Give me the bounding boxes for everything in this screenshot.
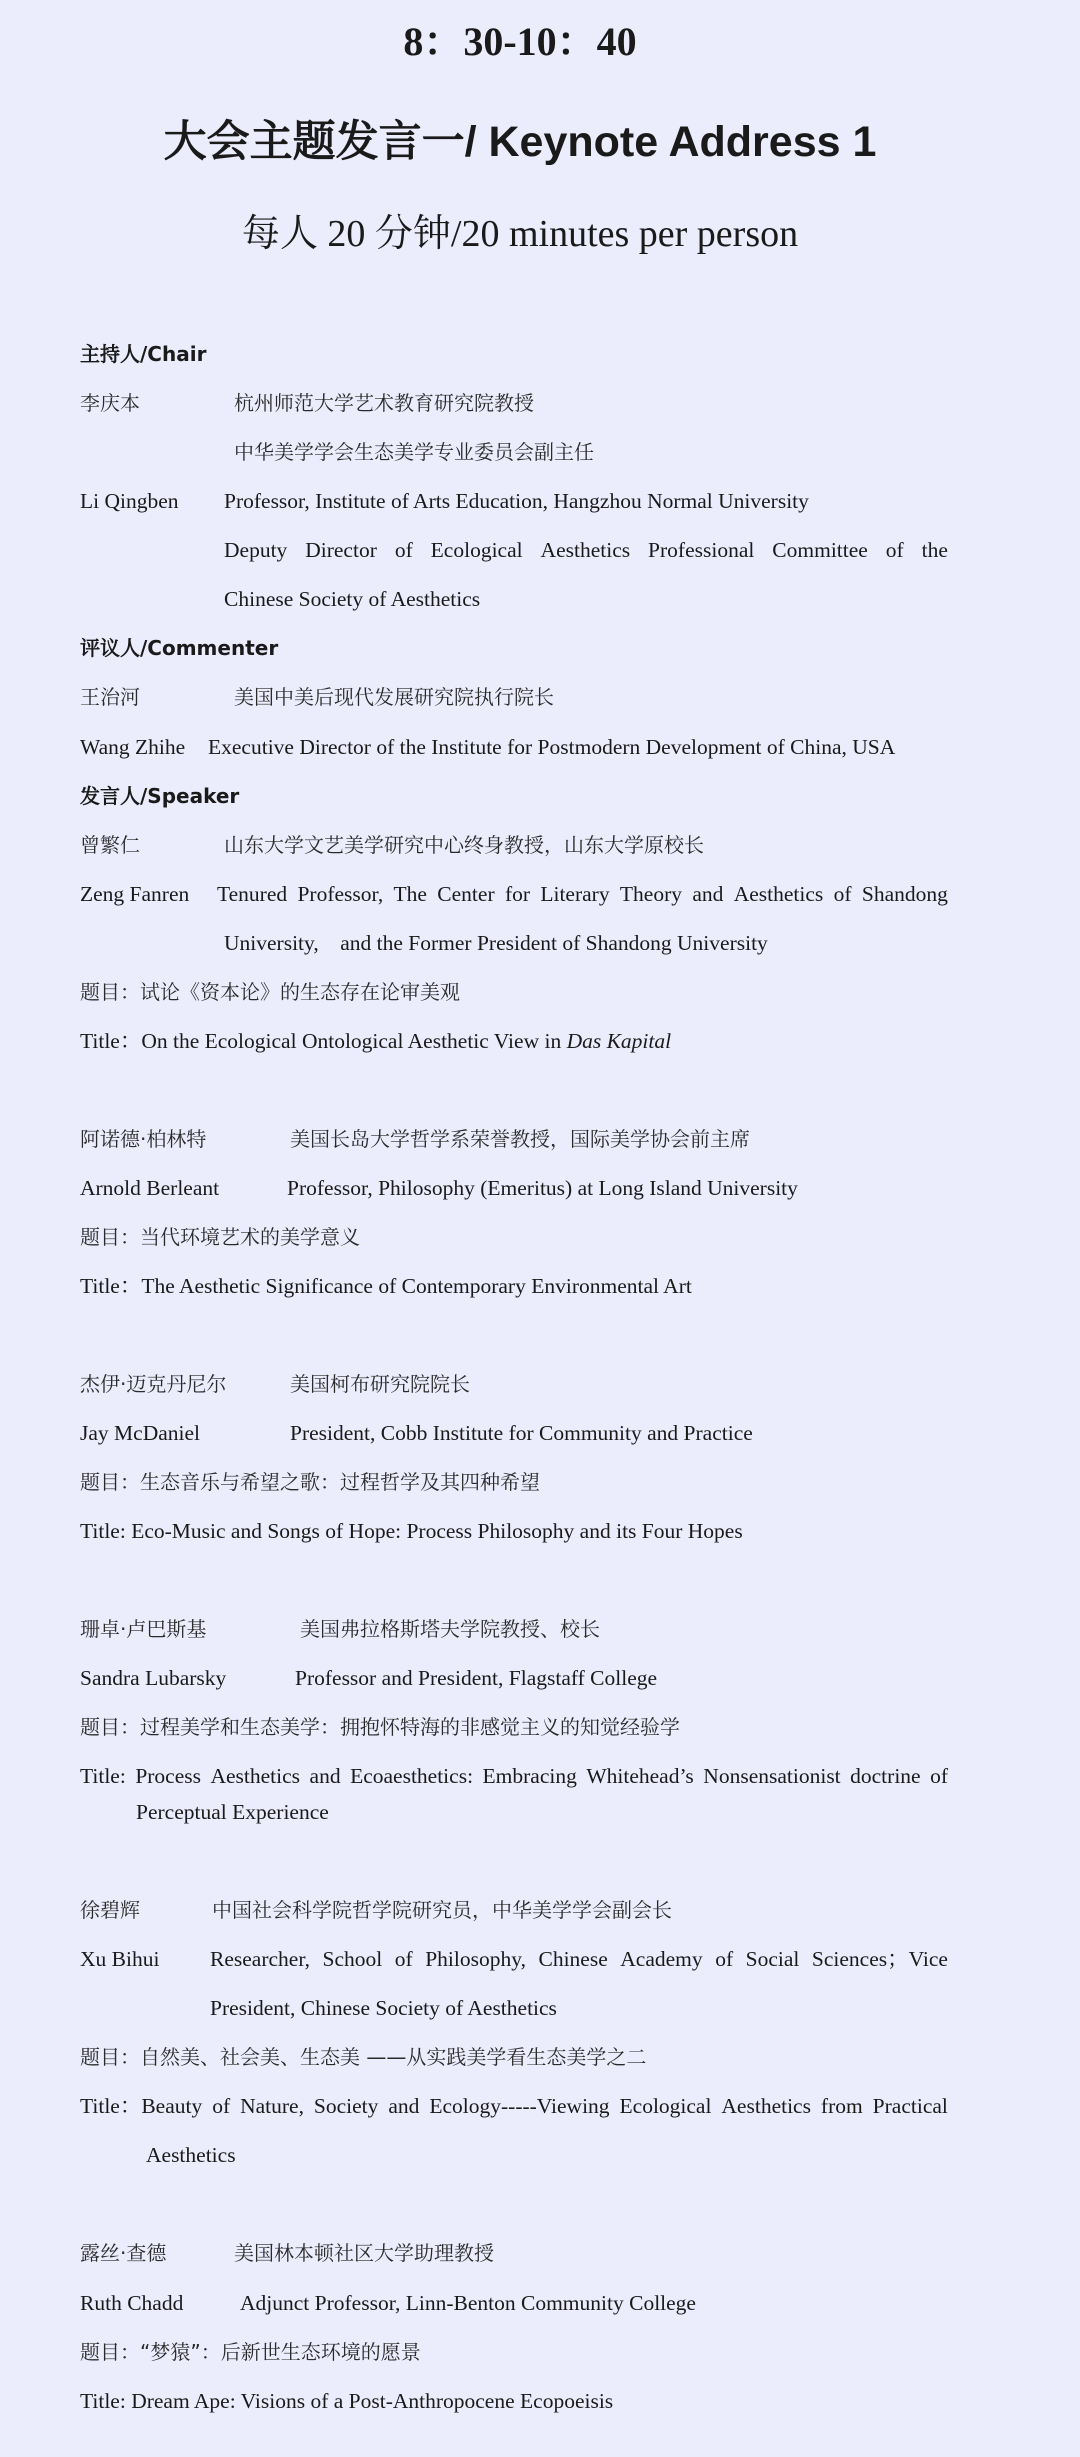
word: of — [715, 1947, 734, 1971]
speaker-role-cn: 山东大学文艺美学研究中心终身教授，山东大学原校长 — [224, 833, 704, 857]
word: of — [930, 1764, 948, 1788]
word: of — [833, 882, 852, 906]
word: Academy — [620, 1947, 703, 1971]
chair-role-en-3: Chinese Society of Aesthetics — [224, 587, 481, 611]
commenter-role-cn: 美国中美后现代发展研究院执行院长 — [234, 685, 554, 709]
word: and — [388, 2094, 420, 2118]
speaker-topic-cn: 题目：“梦猿”：后新世生态环境的愿景 — [80, 2340, 421, 2364]
title-italic: Das Kapital — [566, 1029, 672, 1053]
speaker-role-cn: 美国长岛大学哲学系荣誉教授，国际美学协会前主席 — [290, 1127, 750, 1151]
word: Ecoaesthetics: — [350, 1764, 474, 1788]
word: Process — [135, 1764, 201, 1788]
word: Professional — [648, 538, 755, 562]
speaker-name-en: Arnold Berleant — [80, 1176, 220, 1200]
speaker-role-en: Adjunct Professor, Linn-Benton Community College — [240, 2291, 696, 2315]
session-subtitle: 每人 20 分钟/20 minutes per person — [241, 213, 799, 255]
word: Whitehead’s — [586, 1764, 694, 1788]
commenter-role-en: Executive Director of the Institute for Postmodern Development of China, USA — [208, 735, 896, 759]
speaker-name-cn: 曾繁仁 — [80, 833, 140, 857]
word: from — [820, 2094, 863, 2118]
speaker-title-en — [80, 1761, 948, 1791]
word: Shandong — [861, 882, 948, 906]
word: Theory — [619, 882, 683, 906]
word: Aesthetics — [733, 882, 824, 906]
word: doctrine — [850, 1764, 921, 1788]
speaker-title-en — [80, 2091, 948, 2121]
word: The — [393, 882, 427, 906]
speaker-name-en: Jay McDaniel — [80, 1421, 201, 1445]
speaker-role-en — [217, 879, 948, 909]
commenter-heading: 评议人/Commenter — [80, 636, 279, 660]
word: for — [504, 882, 531, 906]
word: and — [309, 1764, 341, 1788]
speaker-topic-cn: 题目：试论《资本论》的生态存在论审美观 — [80, 980, 460, 1004]
speaker-title-en — [80, 1026, 671, 1056]
speaker-title-en-2: Aesthetics — [146, 2143, 236, 2167]
speaker-name-cn: 杰伊·迈克丹尼尔 — [80, 1372, 227, 1396]
commenter-name-cn: 王治河 — [80, 685, 140, 709]
word: Embracing — [482, 1764, 577, 1788]
chair-heading: 主持人/Chair — [80, 342, 207, 366]
word: Deputy — [224, 538, 288, 562]
speaker-name-en: Sandra Lubarsky — [80, 1666, 227, 1690]
speaker-heading: 发言人/Speaker — [80, 784, 240, 808]
word: Nonsensationist — [703, 1764, 841, 1788]
word: Aesthetics — [721, 2094, 811, 2118]
speaker-role-en: Professor, Philosophy (Emeritus) at Long Island University — [287, 1176, 798, 1200]
speaker-role-en — [210, 1944, 948, 1974]
speaker-role-cn: 美国林本顿社区大学助理教授 — [234, 2241, 494, 2265]
chair-name-cn: 李庆本 — [80, 391, 140, 415]
chair-name-en: Li Qingben — [80, 489, 179, 513]
word: Chinese — [538, 1947, 608, 1971]
speaker-name-cn: 珊卓·卢巴斯基 — [80, 1617, 207, 1641]
word: Director — [305, 538, 377, 562]
word: Aesthetics — [540, 538, 631, 562]
chair-role-cn-2: 中华美学学会生态美学专业委员会副主任 — [234, 440, 594, 464]
word: Aesthetics — [210, 1764, 301, 1788]
speaker-role-cn: 美国柯布研究院院长 — [290, 1372, 470, 1396]
speaker-topic-cn: 题目：自然美、社会美、生态美 ——从实践美学看生态美学之二 — [80, 2045, 647, 2069]
word: Philosophy, — [425, 1947, 526, 1971]
speaker-title-en: Title：The Aesthetic Significance of Contemporary Environmental Art — [80, 1274, 692, 1298]
word: of — [885, 538, 904, 562]
session-time: 8：30-10：40 — [403, 19, 637, 64]
speaker-role-cn: 中国社会科学院哲学院研究员，中华美学学会副会长 — [212, 1898, 672, 1922]
word: of — [394, 1947, 413, 1971]
speaker-name-cn: 徐碧辉 — [80, 1898, 140, 1922]
chair-role-en-1: Professor, Institute of Arts Education, Hangzhou Normal University — [224, 489, 809, 513]
word: Committee — [772, 538, 868, 562]
speaker-topic-cn: 题目：过程美学和生态美学：拥抱怀特海的非感觉主义的知觉经验学 — [80, 1715, 680, 1739]
word: of — [212, 2094, 231, 2118]
word: Professor, — [297, 882, 384, 906]
speaker-topic-cn: 题目：当代环境艺术的美学意义 — [80, 1225, 360, 1249]
speaker-role-en: Professor and President, Flagstaff College — [295, 1666, 658, 1690]
word: Tenured — [217, 882, 288, 906]
session-title: 大会主题发言一/ Keynote Address 1 — [163, 118, 877, 166]
word: Ecological — [619, 2094, 712, 2118]
word: the — [921, 538, 948, 562]
commenter-name-en: Wang Zhihe — [80, 735, 186, 759]
word: Literary — [540, 882, 610, 906]
word: Ecological — [430, 538, 523, 562]
word: Center — [437, 882, 495, 906]
chair-role-cn-1: 杭州师范大学艺术教育研究院教授 — [234, 391, 534, 415]
word: Researcher, — [210, 1947, 311, 1971]
speaker-name-en: Zeng Fanren — [80, 882, 190, 906]
word: Sciences；Vice — [811, 1947, 948, 1971]
word: Social — [745, 1947, 800, 1971]
word: Ecology-----Viewing — [429, 2094, 610, 2118]
speaker-name-cn: 露丝·查德 — [80, 2241, 167, 2265]
speaker-title-en-2: Perceptual Experience — [136, 1800, 329, 1824]
speaker-role-cn: 美国弗拉格斯塔夫学院教授、校长 — [300, 1617, 600, 1641]
word: Title：Beauty — [80, 2094, 203, 2118]
word: Society — [313, 2094, 379, 2118]
word: School — [322, 1947, 383, 1971]
word: Title: — [80, 1764, 126, 1788]
word: of — [394, 538, 413, 562]
word: and — [692, 882, 724, 906]
speaker-role-en: President, Cobb Institute for Community and Practice — [290, 1421, 753, 1445]
word: Nature, — [240, 2094, 304, 2118]
speaker-name-en: Ruth Chadd — [80, 2291, 184, 2315]
speaker-role-en-2: President, Chinese Society of Aesthetics — [210, 1996, 557, 2020]
speaker-role-en-2: University, and the Former President of Shandong University — [224, 931, 768, 955]
speaker-title-en: Title: Dream Ape: Visions of a Post-Anthropocene Ecopoeisis — [80, 2389, 614, 2413]
chair-role-en-2 — [224, 535, 948, 565]
speaker-name-cn: 阿诺德·柏林特 — [80, 1127, 207, 1151]
title-prefix: Title：On the Ecological Ontological Aesthetic View in — [80, 1029, 567, 1053]
speaker-title-en: Title: Eco-Music and Songs of Hope: Process Philosophy and its Four Hopes — [80, 1519, 743, 1543]
speaker-topic-cn: 题目：生态音乐与希望之歌：过程哲学及其四种希望 — [80, 1470, 540, 1494]
speaker-name-en: Xu Bihui — [80, 1947, 160, 1971]
word: Practical — [872, 2094, 948, 2118]
